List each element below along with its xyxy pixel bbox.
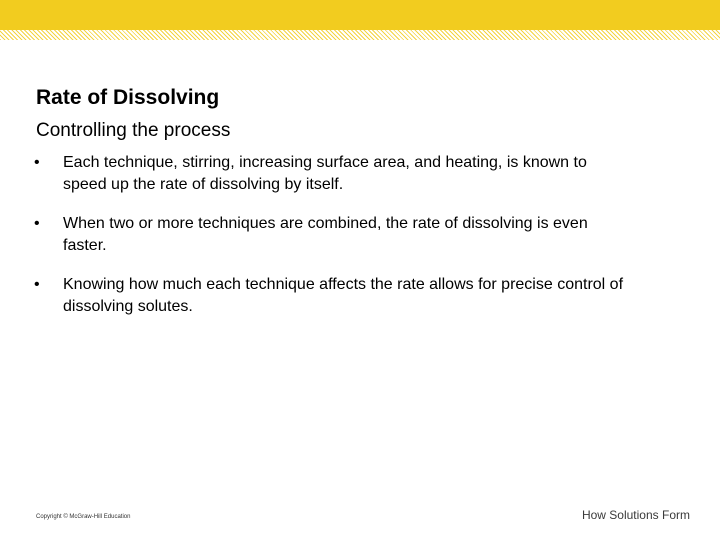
bullet-marker: • (34, 154, 40, 171)
bullet-marker: • (34, 276, 40, 293)
bullet-text: Each technique, stirring, increasing surface area, and heating, is known to speed up the rate of dissolving by itself. (63, 154, 587, 193)
bullet-text: When two or more techniques are combined, the rate of dissolving is even faster. (63, 215, 588, 254)
top-band-fringe (0, 30, 720, 40)
bullet-list (0, 152, 720, 335)
bullet-marker: • (34, 215, 40, 232)
bullet-item (0, 274, 720, 335)
bullet-item (0, 213, 720, 274)
footer-section-title: How Solutions Form (581, 508, 690, 522)
slide-title: Rate of Dissolving (36, 86, 220, 109)
top-color-band (0, 0, 720, 30)
bullet-text: Knowing how much each technique affects the rate allows for precise control of dissolving solutes. (63, 276, 624, 315)
bullet-item (0, 152, 720, 213)
copyright-notice: Copyright © McGraw-Hill Education (36, 514, 131, 520)
slide-subtitle: Controlling the process (36, 120, 231, 141)
